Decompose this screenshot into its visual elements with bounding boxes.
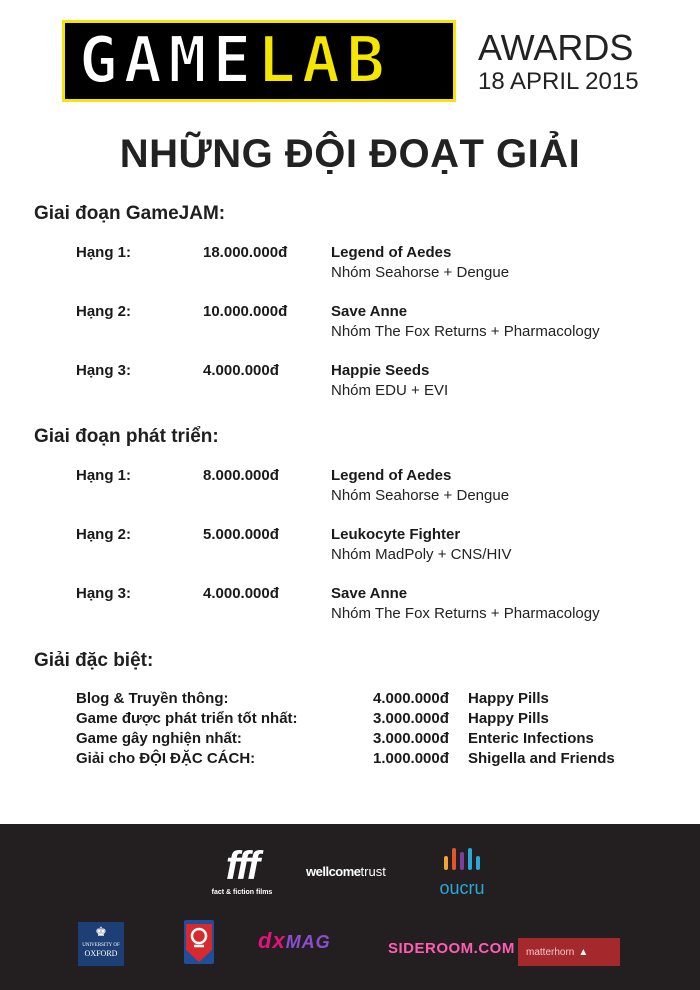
prize-row: [0, 362, 700, 406]
oxford-crest-icon: ♚: [95, 924, 107, 939]
prize-amount: 18.000.000đ: [203, 244, 288, 261]
fact-fiction-films-logo: [204, 846, 280, 896]
oucru-logo: [432, 848, 492, 899]
team-name: Legend of Aedes: [331, 244, 452, 261]
special-amount: 4.000.000đ: [373, 690, 449, 707]
awards-date: 18 APRIL 2015: [478, 68, 639, 95]
special-award-row: [0, 690, 700, 710]
matterhorn-logo: [518, 938, 620, 966]
special-category: Giải cho ĐỘI ĐẶC CÁCH:: [76, 750, 256, 767]
team-group: Nhóm EDU + EVI: [331, 382, 449, 399]
prize-rank: Hạng 2:: [76, 526, 132, 543]
special-team: Enteric Infections: [468, 730, 594, 747]
section-title-gamejam: Giai đoạn GameJAM:: [34, 203, 226, 224]
section-title-development: Giai đoạn phát triển:: [34, 426, 219, 447]
fff-mark: fff: [225, 844, 259, 888]
oxford-logo: [78, 922, 124, 966]
section-title-special: Giải đặc biệt:: [34, 650, 154, 671]
prize-amount: 5.000.000đ: [203, 526, 279, 543]
awards-title: AWARDS: [478, 27, 634, 68]
prize-rank: Hạng 1:: [76, 467, 132, 484]
special-amount: 3.000.000đ: [373, 710, 449, 727]
team-name: Legend of Aedes: [331, 467, 452, 484]
prize-row: [0, 244, 700, 288]
prize-rank: Hạng 1:: [76, 244, 132, 261]
team-name: Happie Seeds: [331, 362, 430, 379]
dxmag-logo: [258, 928, 331, 954]
prize-rank: Hạng 2:: [76, 303, 132, 320]
dxmag-dx: dx: [258, 928, 286, 953]
oucru-bars-icon: [432, 848, 492, 870]
prize-rank: Hạng 3:: [76, 585, 132, 602]
wellcome-light: trust: [360, 864, 386, 879]
team-name: Save Anne: [331, 585, 408, 602]
mountain-icon: ▲: [578, 946, 589, 958]
special-award-row: [0, 710, 700, 730]
special-amount: 1.000.000đ: [373, 750, 449, 767]
oucru-text: oucru: [439, 878, 485, 898]
logo-lab-text: LAB: [257, 24, 391, 98]
team-group: Nhóm MadPoly + CNS/HIV: [331, 546, 512, 563]
dxmag-mag: MAG: [285, 932, 331, 952]
wellcome-trust-logo: [306, 864, 386, 879]
matterhorn-text: matterhorn: [526, 946, 575, 958]
special-category: Blog & Truyền thông:: [76, 690, 229, 707]
prize-row: [0, 585, 700, 629]
wellcome-bold: wellcome: [306, 864, 361, 879]
special-category: Game gây nghiện nhất:: [76, 730, 242, 747]
team-group: Nhóm The Fox Returns + Pharmacology: [331, 323, 600, 340]
prize-amount: 10.000.000đ: [203, 303, 288, 320]
awards-heading: [478, 28, 678, 96]
prize-row: [0, 467, 700, 511]
prize-row: [0, 303, 700, 347]
special-team: Shigella and Friends: [468, 750, 615, 767]
special-award-row: [0, 750, 700, 770]
prize-row: [0, 526, 700, 570]
prize-amount: 4.000.000đ: [203, 585, 279, 602]
special-category: Game được phát triển tốt nhất:: [76, 710, 298, 727]
oxford-bottom-text: OXFORD: [84, 949, 118, 958]
special-amount: 3.000.000đ: [373, 730, 449, 747]
gamelab-logo: [62, 20, 456, 102]
university-crest-icon: [182, 916, 216, 966]
prize-amount: 8.000.000đ: [203, 467, 279, 484]
special-award-row: [0, 730, 700, 750]
sideroom-logo: SIDEROOM.COM: [388, 940, 515, 957]
prize-rank: Hạng 3:: [76, 362, 132, 379]
team-name: Save Anne: [331, 303, 408, 320]
special-team: Happy Pills: [468, 690, 549, 707]
team-name: Leukocyte Fighter: [331, 526, 461, 543]
special-team: Happy Pills: [468, 710, 549, 727]
oxford-top-text: UNIVERSITY OF: [82, 943, 120, 948]
prize-amount: 4.000.000đ: [203, 362, 279, 379]
sponsor-footer: [0, 824, 700, 990]
logo-game-text: GAME: [79, 24, 258, 98]
page-title: NHỮNG ĐỘI ĐOẠT GIẢI: [119, 132, 581, 176]
team-group: Nhóm Seahorse + Dengue: [331, 487, 510, 504]
fff-subtitle: fact & fiction films: [211, 889, 273, 896]
team-group: Nhóm The Fox Returns + Pharmacology: [331, 605, 600, 622]
team-group: Nhóm Seahorse + Dengue: [331, 264, 510, 281]
